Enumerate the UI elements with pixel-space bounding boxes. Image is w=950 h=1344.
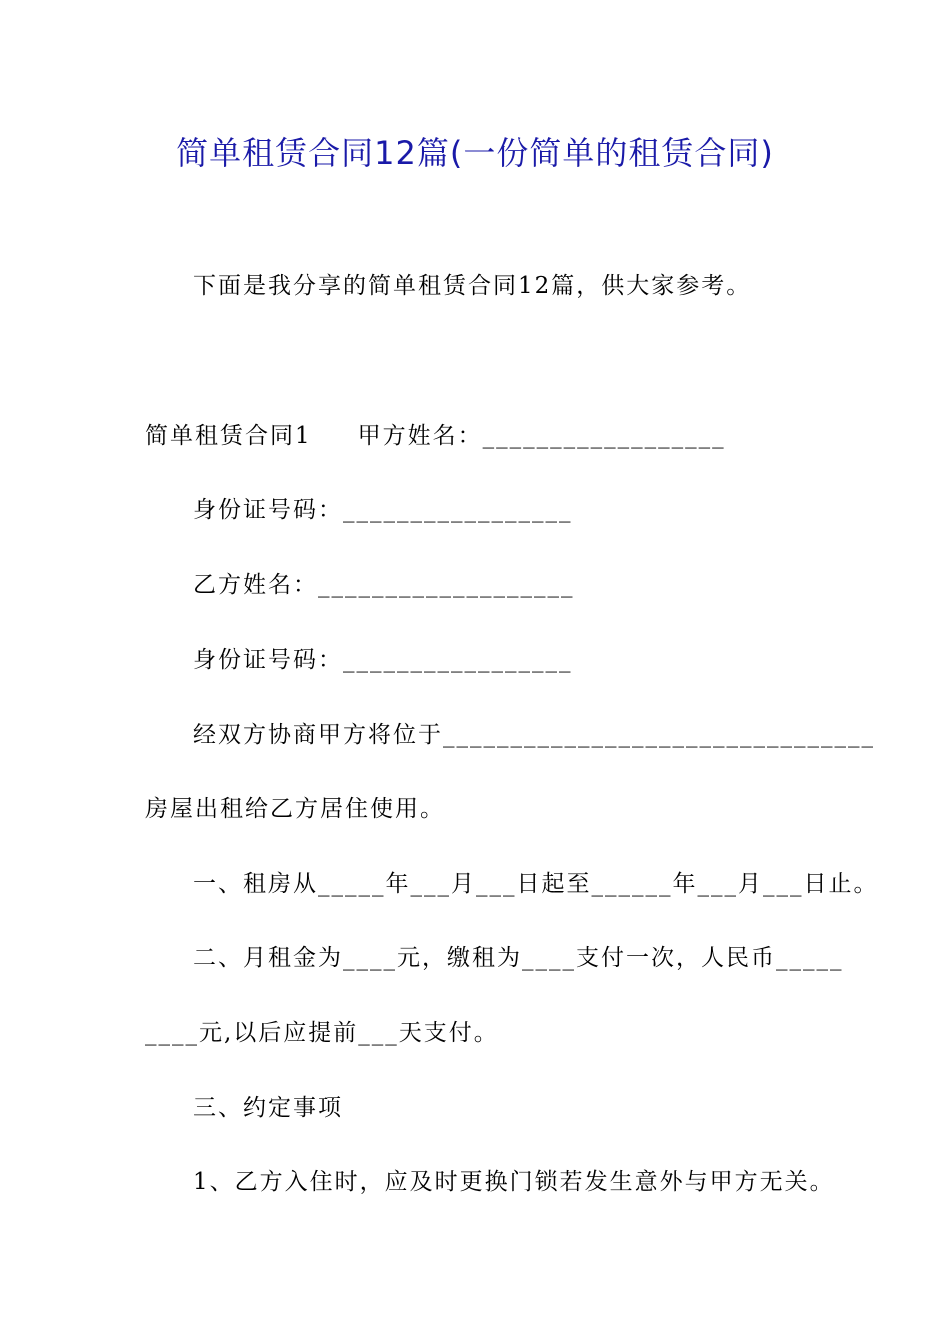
term-line: 一、租房从_____年___月___日起至______年___月___日止。	[193, 871, 879, 897]
document-title: 简单租赁合同12篇(一份简单的租赁合同)	[176, 134, 774, 172]
location-line: 经双方协商甲方将位于________________________________	[193, 722, 875, 748]
party-b-name-line: 乙方姓名：___________________	[193, 572, 575, 598]
purpose-line: 房屋出租给乙方居住使用。	[145, 796, 445, 822]
intro-paragraph: 下面是我分享的简单租赁合同12篇，供大家参考。	[193, 273, 752, 299]
rent-line-2: ____元,以后应提前___天支付。	[145, 1020, 499, 1046]
agreement-heading: 三、约定事项	[193, 1095, 343, 1121]
rent-line-1: 二、月租金为____元，缴租为____支付一次，人民币_____	[193, 945, 844, 971]
party-a-name-line: 甲方姓名：__________________	[357, 423, 726, 449]
party-a-id-line: 身份证号码：_________________	[193, 497, 573, 523]
section-heading-row	[145, 418, 726, 454]
party-b-id-line: 身份证号码：_________________	[193, 647, 573, 673]
section-heading: 简单租赁合同1	[145, 423, 312, 449]
agreement-item-1: 1、乙方入住时，应及时更换门锁若发生意外与甲方无关。	[193, 1169, 835, 1195]
